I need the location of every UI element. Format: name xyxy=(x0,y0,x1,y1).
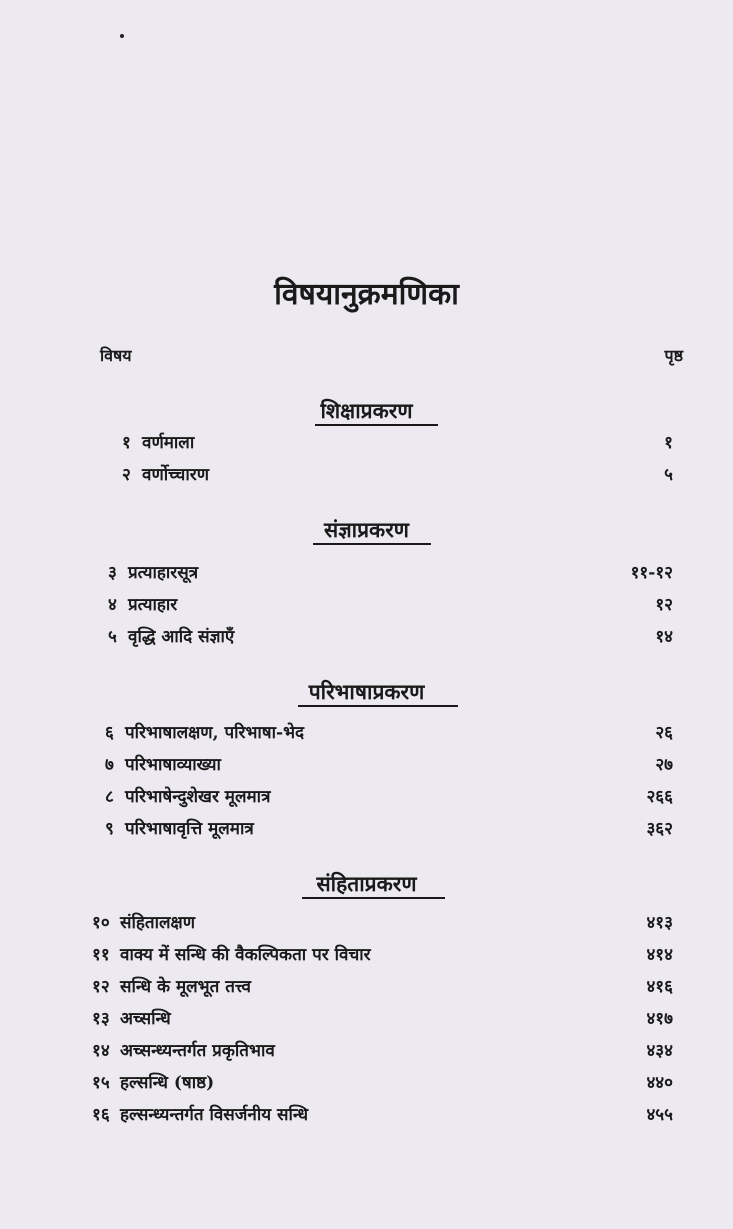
toc-row-label: परिभाषाव्याख्या xyxy=(125,755,221,775)
toc-row xyxy=(0,1102,733,1128)
toc-row xyxy=(0,720,733,746)
toc-row-label: अच्सन्धि xyxy=(120,1009,171,1029)
toc-row xyxy=(0,430,733,456)
toc-row-page: ४१६ xyxy=(646,977,673,997)
toc-row-label: सन्धि के मूलभूत तत्त्व xyxy=(120,977,251,997)
toc-row-page: ४१४ xyxy=(646,945,673,965)
toc-row-label: परिभाषालक्षण, परिभाषा-भेद xyxy=(125,723,305,743)
toc-row-label: प्रत्याहारसूत्र xyxy=(128,563,199,583)
section-heading-shiksha: शिक्षाप्रकरण xyxy=(320,398,413,423)
toc-row-number: १५ xyxy=(92,1073,110,1093)
toc-row-number: ११ xyxy=(92,945,110,965)
toc-row-number: १० xyxy=(92,913,110,933)
toc-row-number: १४ xyxy=(92,1041,110,1061)
toc-row-number: १३ xyxy=(92,1009,110,1029)
toc-row xyxy=(0,560,733,586)
toc-row-number: ५ xyxy=(108,627,117,647)
toc-row-number: ९ xyxy=(105,819,114,839)
toc-row-page: ३६२ xyxy=(646,819,673,839)
toc-row-number: ७ xyxy=(105,755,114,775)
page-title: विषयानुक्रमणिका xyxy=(274,277,459,312)
toc-row-number: २ xyxy=(122,465,131,485)
toc-row-page: ४१३ xyxy=(646,913,673,933)
toc-row-page: २७ xyxy=(655,755,673,775)
toc-row-number: १६ xyxy=(92,1105,110,1125)
toc-row-label: हल्सन्धि (षाष्ठ) xyxy=(120,1073,215,1093)
section-underline xyxy=(315,424,438,426)
toc-row xyxy=(0,592,733,618)
section-heading-paribhasha: परिभाषाप्रकरण xyxy=(308,679,425,704)
toc-row xyxy=(0,974,733,1000)
toc-row xyxy=(0,1006,733,1032)
toc-row-page: ११-१२ xyxy=(630,563,673,583)
toc-row-page: १ xyxy=(664,433,673,453)
ink-dot xyxy=(120,34,124,38)
section-underline xyxy=(302,897,445,899)
toc-row xyxy=(0,462,733,488)
toc-row xyxy=(0,816,733,842)
toc-row-page: ४४० xyxy=(646,1073,673,1093)
section-heading-samhita: संहिताप्रकरण xyxy=(316,871,417,896)
section-heading-sanjna: संज्ञाप्रकरण xyxy=(324,517,409,542)
toc-row-label: प्रत्याहार xyxy=(128,595,178,615)
toc-row-number: ८ xyxy=(105,787,114,807)
column-heading-subject: विषय xyxy=(100,346,132,365)
column-heading-page: पृष्ठ xyxy=(664,346,683,365)
toc-row-number: १ xyxy=(122,433,131,453)
toc-row-label: वृद्धि आदि संज्ञाएँ xyxy=(128,627,235,647)
toc-row xyxy=(0,1038,733,1064)
section-underline xyxy=(298,705,458,707)
toc-row xyxy=(0,752,733,778)
toc-row-page: ४५५ xyxy=(646,1105,673,1125)
toc-row-page: २६ xyxy=(655,723,673,743)
toc-row-label: परिभाषावृत्ति मूलमात्र xyxy=(125,819,254,839)
toc-row xyxy=(0,942,733,968)
section-underline xyxy=(313,543,431,545)
toc-row-page: ४३४ xyxy=(646,1041,673,1061)
toc-row-label: वाक्य में सन्धि की वैकल्पिकता पर विचार xyxy=(120,945,371,965)
toc-row-number: ६ xyxy=(105,723,114,743)
toc-row-label: वर्णोच्चारण xyxy=(142,465,209,485)
toc-row-number: १२ xyxy=(92,977,110,997)
toc-row-number: ३ xyxy=(108,563,117,583)
toc-row-label: वर्णमाला xyxy=(142,433,195,453)
toc-row-page: १४ xyxy=(655,627,673,647)
toc-row-label: अच्सन्ध्यन्तर्गत प्रकृतिभाव xyxy=(120,1041,275,1061)
toc-row-label: हल्सन्ध्यन्तर्गत विसर्जनीय सन्धि xyxy=(120,1105,309,1125)
toc-row-page: २६६ xyxy=(646,787,673,807)
toc-row xyxy=(0,624,733,650)
toc-row-page: ५ xyxy=(664,465,673,485)
toc-row xyxy=(0,1070,733,1096)
toc-row xyxy=(0,910,733,936)
toc-row-label: संहितालक्षण xyxy=(120,913,196,933)
toc-row-label: परिभाषेन्दुशेखर मूलमात्र xyxy=(125,787,271,807)
toc-row-number: ४ xyxy=(108,595,117,615)
toc-row xyxy=(0,784,733,810)
toc-row-page: १२ xyxy=(655,595,673,615)
toc-row-page: ४१७ xyxy=(646,1009,673,1029)
